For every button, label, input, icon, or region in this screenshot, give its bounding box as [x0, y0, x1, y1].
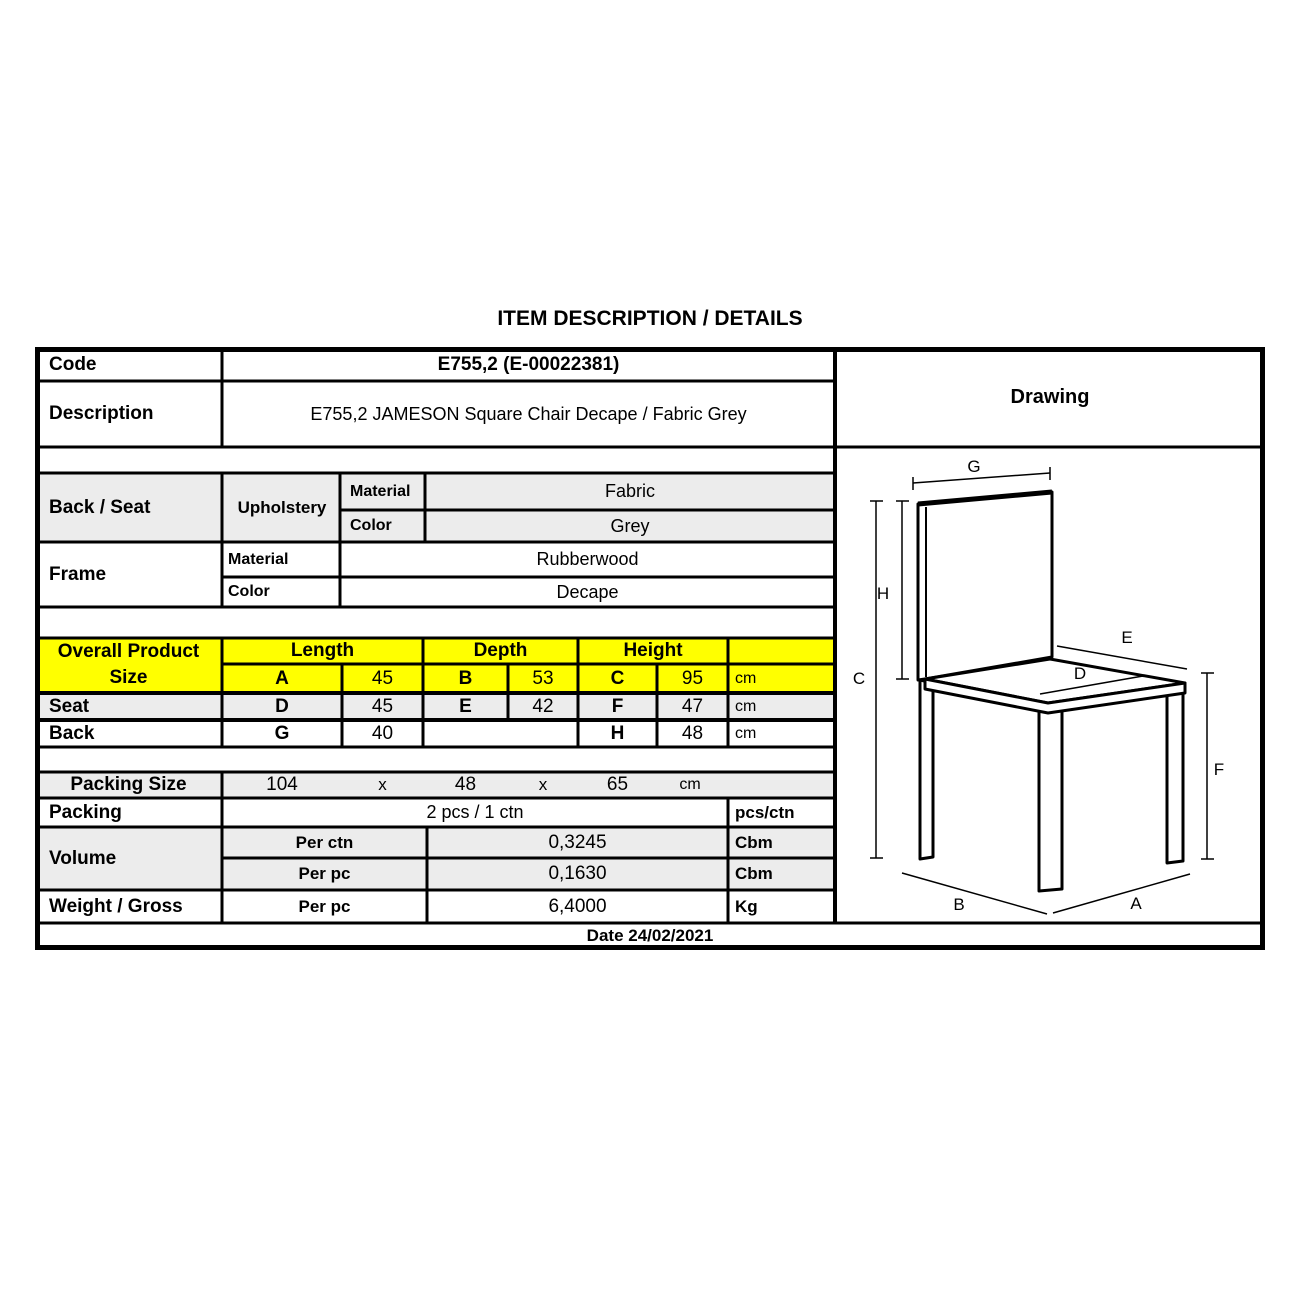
back-height-key: H [610, 722, 625, 744]
seat-height-value: 47 [681, 695, 704, 717]
code-label: Code [49, 354, 97, 375]
dim-label-g: G [967, 457, 981, 476]
packing-label: Packing [49, 801, 122, 823]
frame-material-label: Material [228, 550, 289, 568]
frame-color-value: Decape [556, 581, 619, 602]
packing-size-value-1: 104 [266, 774, 298, 795]
overall-height-key: C [610, 667, 625, 689]
frame-material-value: Rubberwood [536, 549, 639, 569]
packing-size-value-2: 48 [454, 774, 477, 795]
volume-label: Volume [49, 847, 117, 869]
volume-per-pc-unit: Cbm [735, 864, 773, 883]
back-seat-label: Back / Seat [49, 496, 151, 518]
packing-size-separator-1: x [378, 775, 387, 794]
page-title: ITEM DESCRIPTION / DETAILS [497, 307, 803, 330]
back-length-key: G [274, 722, 290, 744]
length-header: Length [290, 640, 355, 661]
volume-per-ctn-label: Per ctn [295, 832, 354, 852]
packing-size-unit: cm [679, 776, 701, 793]
dim-label-h: H [876, 584, 890, 603]
upholstery-color-label: Color [350, 517, 392, 534]
weight-unit: Kg [735, 896, 758, 916]
dim-label-d: D [1073, 664, 1087, 683]
upholstery-material-label: Material [350, 482, 411, 500]
weight-per-pc-label: Per pc [298, 896, 351, 916]
description-label: Description [49, 403, 154, 424]
seat-height-key: F [611, 695, 624, 717]
dim-label-f: F [1213, 760, 1225, 779]
weight-label: Weight / Gross [49, 895, 183, 917]
packing-size-value-3: 65 [606, 774, 629, 795]
back-unit: cm [735, 724, 757, 742]
dim-label-a: A [1130, 894, 1142, 913]
seat-length-value: 45 [371, 695, 394, 717]
code-value: E755,2 (E-00022381) [437, 354, 620, 375]
overall-depth-value: 53 [532, 667, 554, 689]
volume-per-pc-value: 0,1630 [548, 863, 607, 884]
upholstery-color-value: Grey [610, 515, 650, 536]
dim-label-e: E [1121, 628, 1133, 647]
overall-length-key: A [275, 667, 289, 689]
weight-value: 6,4000 [548, 895, 607, 917]
seat-depth-key: E [459, 695, 472, 717]
volume-per-ctn-unit: Cbm [735, 832, 773, 852]
packing-size-label: Packing Size [70, 774, 187, 795]
size-table-corner-line1: Overall Product [57, 641, 200, 662]
overall-depth-key: B [458, 667, 473, 689]
height-header: Height [623, 640, 683, 661]
back-height-value: 48 [681, 722, 704, 744]
overall-length-value: 45 [371, 667, 394, 689]
packing-size-separator-2: x [538, 775, 548, 794]
frame-color-label: Color [228, 583, 270, 600]
packing-value: 2 pcs / 1 ctn [426, 802, 524, 822]
date-stamp: Date 24/02/2021 [586, 925, 714, 945]
seat-depth-value: 42 [532, 695, 554, 717]
overall-height-value: 95 [681, 667, 704, 689]
upholstery-material-value: Fabric [604, 481, 655, 501]
back-length-value: 40 [371, 722, 394, 744]
seat-row-label: Seat [49, 695, 90, 717]
back-row-label: Back [49, 722, 95, 744]
seat-unit: cm [735, 697, 757, 715]
description-value: E755,2 JAMESON Square Chair Decape / Fabric Grey [310, 403, 747, 424]
size-table-corner-line2: Size [109, 667, 148, 688]
frame-label: Frame [49, 563, 107, 585]
overall-unit: cm [735, 669, 757, 687]
drawing-title: Drawing [1010, 385, 1090, 408]
dim-label-c: C [852, 669, 866, 688]
dim-label-b: B [953, 895, 965, 914]
depth-header: Depth [473, 640, 528, 661]
packing-unit: pcs/ctn [735, 802, 795, 822]
volume-per-ctn-value: 0,3245 [548, 831, 607, 853]
chair-drawing [835, 447, 1265, 923]
volume-per-pc-label: Per pc [298, 864, 351, 883]
seat-length-key: D [275, 695, 289, 717]
upholstery-label: Upholstery [237, 497, 327, 517]
